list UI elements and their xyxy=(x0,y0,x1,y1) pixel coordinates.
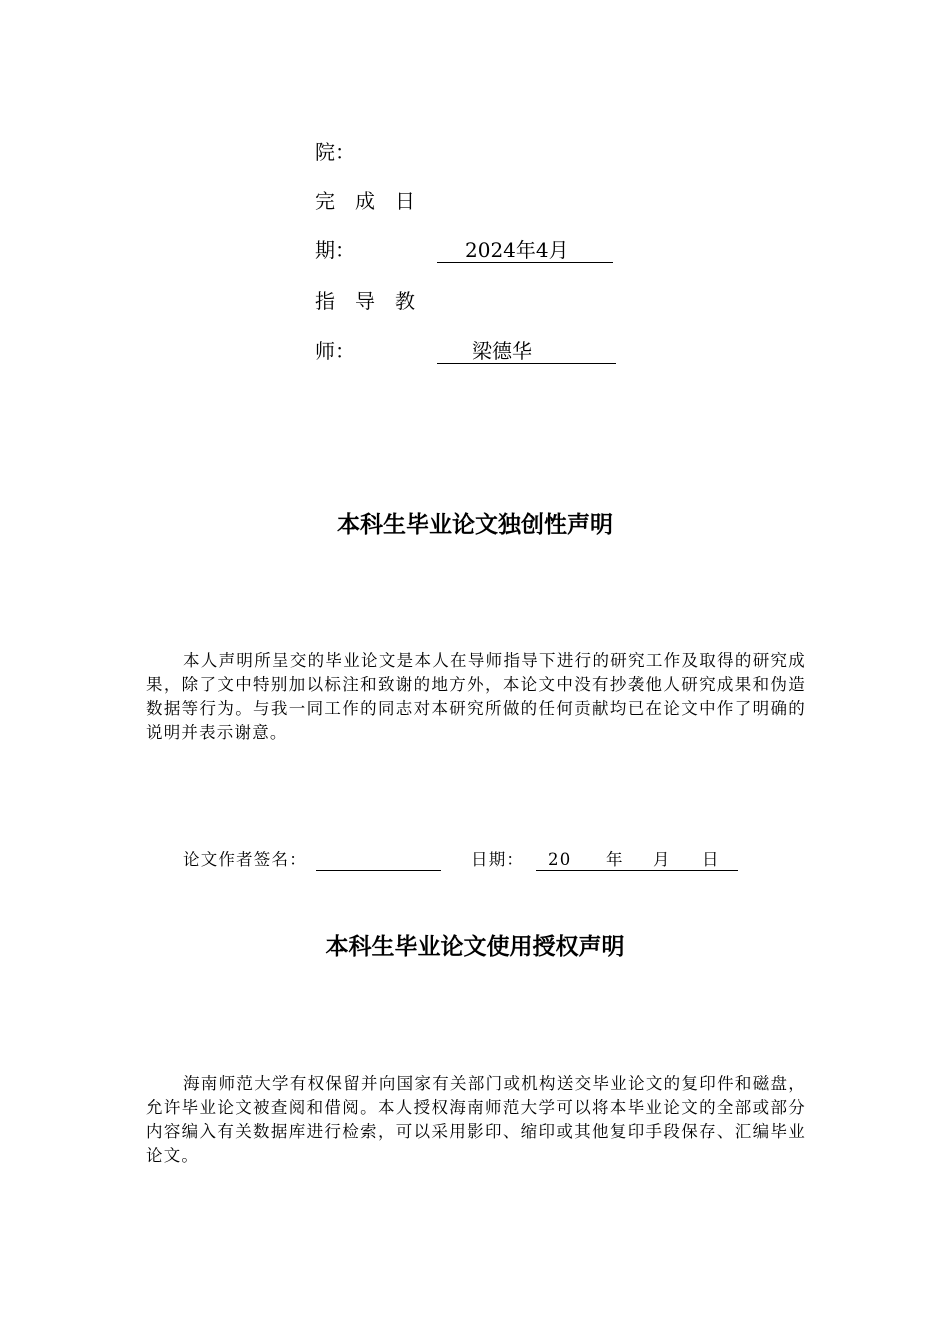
author-signature-label: 论文作者签名： xyxy=(183,850,307,869)
date-year-prefix: 20 xyxy=(548,850,572,869)
originality-body: 本人声明所呈交的毕业论文是本人在导师指导下进行的研究工作及取得的研究成果，除了文中特别加以标注和致谢的地方外，本论文中没有抄袭他人研究成果和伪造数据等行为。与我一同工作的同志对本研究所做的任何贡献均已在论文中作了明确的说明并表示谢意。 xyxy=(146,651,806,742)
completion-date-value: 2024年4月 xyxy=(465,238,569,262)
advisor-field xyxy=(437,339,616,364)
date-label: 日期： xyxy=(471,850,525,869)
originality-title: 本科生毕业论文独创性声明 xyxy=(337,512,613,538)
advisor-label-line2: 师： xyxy=(315,339,355,363)
completion-date-label-line1: 完成日 xyxy=(315,189,435,213)
advisor-label-line1: 指导教 xyxy=(315,289,435,313)
date-month-unit: 月 xyxy=(653,850,671,869)
college-label: 院： xyxy=(315,140,355,164)
author-signature-line xyxy=(316,848,441,871)
authorization-title: 本科生毕业论文使用授权声明 xyxy=(325,934,625,960)
date-day-unit: 日 xyxy=(702,850,720,869)
authorization-body: 海南师范大学有权保留并向国家有关部门或机构送交毕业论文的复印件和磁盘，允许毕业论文被查阅和借阅。本人授权海南师范大学可以将本毕业论文的全部或部分内容编入有关数据库进行检索，可以采用影印、缩印或其他复印手段保存、汇编毕业论文。 xyxy=(146,1074,806,1165)
completion-date-label-line2: 期： xyxy=(315,238,355,262)
completion-date-field xyxy=(437,238,613,263)
date-year-unit: 年 xyxy=(606,850,624,869)
advisor-name: 梁德华 xyxy=(472,339,532,363)
